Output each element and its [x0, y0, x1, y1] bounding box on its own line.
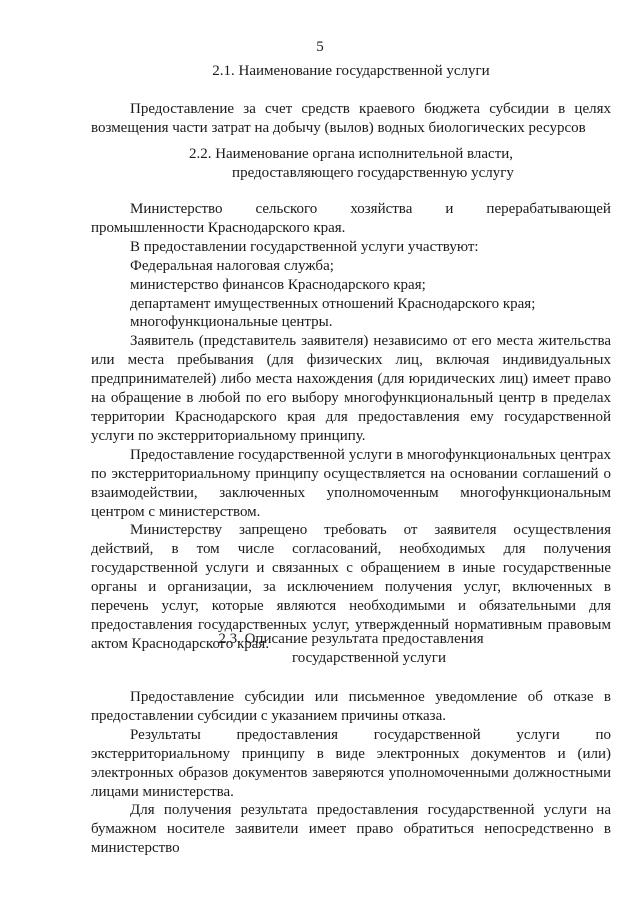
participant-item: многофункциональные центры. — [130, 314, 333, 331]
ministry-word: перерабатывающей — [486, 201, 611, 217]
ministry-line — [91, 200, 611, 219]
participant-item: Федеральная налоговая служба; — [130, 257, 334, 274]
participant-item: министерство финансов Краснодарского края; — [130, 276, 426, 293]
ministry-word: и — [445, 201, 454, 217]
paper-result-paragraph: Для получения результата предоставления государственной услуги на бумажном носителе заявители имеет право обратиться непосредственно в министерство — [91, 802, 611, 857]
section-2-1 — [91, 62, 611, 138]
section-2-3-heading-line1: 2.3. Описание результата предоставления — [218, 631, 484, 647]
ministry-word: сельского — [255, 201, 318, 217]
page-number: 5 — [316, 39, 324, 55]
section-2-2 — [91, 145, 611, 654]
section-2-1-heading: 2.1. Наименование государственной услуги — [212, 63, 490, 79]
mfc-paragraph: Предоставление государственной услуги в многофункциональных центрах по экстерриториальному принципу осуществляется на основании соглашений о взаимодействии, заключенных уполномоченным многофункциональным центром с министерством. — [91, 446, 611, 520]
ministry-rest: промышленности Краснодарского края. — [91, 219, 346, 236]
section-2-2-heading-line2: предоставляющего государственную услугу — [232, 165, 514, 181]
applicant-paragraph: Заявитель (представитель заявителя) независимо от его места жительства или места пребывания (для физических лиц, включая индивидуальных предпринимателей) либо места нахождения (для юридических лиц) имеет право на обращение в любой по его выбору многофункциональный центр в пределах территории Краснодарского края для предоставления ему государственной услуги по экстерриториальному принципу. — [91, 333, 611, 444]
section-2-3-heading-line2: государственной услуги — [292, 650, 446, 666]
section-2-1-text: Предоставление за счет средств краевого бюджета субсидии в целях возмещения части затрат на добычу (вылов) водных биологических ресурсов — [91, 101, 611, 136]
participant-item: департамент имущественных отношений Краснодарского края; — [130, 295, 536, 312]
section-2-2-heading-line1: 2.2. Наименование органа исполнительной власти, — [188, 146, 514, 162]
participants-intro: В предоставлении государственной услуги участвуют: — [130, 238, 479, 255]
ministry-word: хозяйства — [350, 201, 413, 217]
section-2-3 — [91, 630, 611, 858]
result-paragraph: Предоставление субсидии или письменное уведомление об отказе в предоставлении субсидии с указанием причины отказа. — [91, 689, 611, 724]
ministry-word: Министерство — [130, 201, 223, 217]
prohibited-paragraph: Министерству запрещено требовать от заявителя осуществления действий, в том числе согласований, необходимых для получения государственной услуги и связанных с обращением в иные государственные органы и организации, за исключением получения услуг, включенных в перечень услуг, которые являются необходимыми и обязательными для предоставления государственных услуг, утвержденный нормативным правовым актом Краснодарского края. — [91, 522, 611, 652]
extraterritorial-paragraph: Результаты предоставления государственной услуги по экстерриториальному принципу в виде электронных документов и (или) электронных образов документов заверяются уполномоченными должностными лицами министерства. — [91, 726, 611, 800]
